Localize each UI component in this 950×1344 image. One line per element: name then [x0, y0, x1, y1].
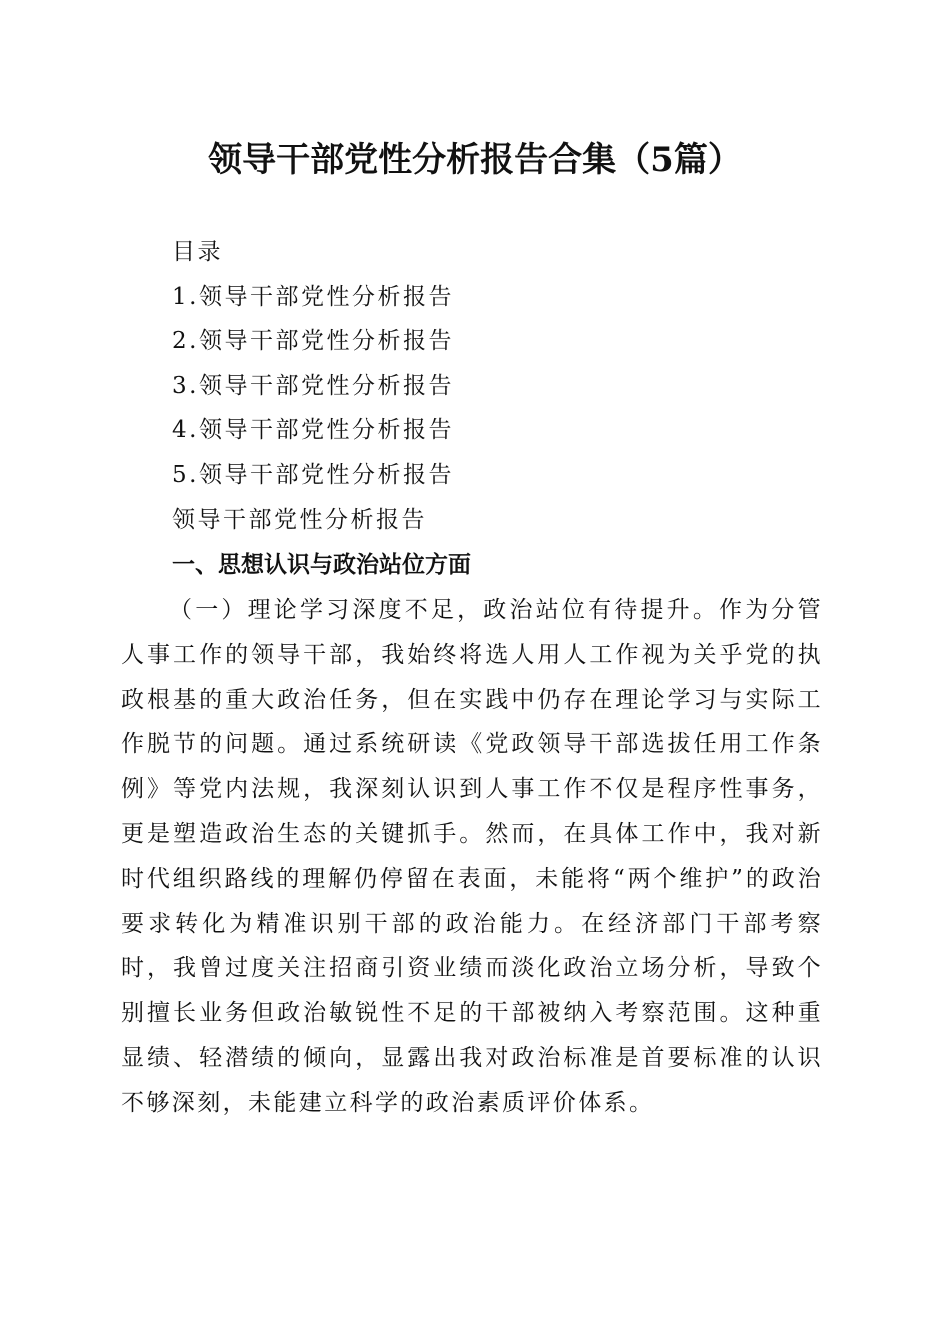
article-title: 领导干部党性分析报告 [172, 506, 427, 533]
toc-item[interactable]: 5.领导干部党性分析报告 [172, 461, 454, 488]
section-heading: 一、思想认识与政治站位方面 [172, 552, 471, 578]
body-paragraph: （一）理论学习深度不足，政治站位有待提升。作为分管人事工作的领导干部，我始终将选人用人工作视为关乎党的执政根基的重大政治任务，但在实践中仍存在理论学习与实际工作脱节的问题。通过系统研读《党政领导干部选拔任用工作条例》等党内法规，我深刻认识到人事工作不仅是程序性事务，更是塑造政治生态的关键抓手。然而，在具体工作中，我对新时代组织路线的理解仍停留在表面，未能将“两个维护”的政治要求转化为精准识别干部的政治能力。在经济部门干部考察时，我曾过度关注招商引资业绩而淡化政治立场分析，导致个别擅长业务但政治敏锐性不足的干部被纳入考察范围。这种重显绩、轻潜绩的倾向，显露出我对政治标准是首要标准的认识不够深刻，未能建立科学的政治素质评价体系。 [121, 597, 823, 1116]
toc-item[interactable]: 2.领导干部党性分析报告 [172, 328, 454, 355]
document-title: 领导干部党性分析报告合集（5篇） [208, 140, 742, 180]
toc-item[interactable]: 3.领导干部党性分析报告 [172, 372, 454, 399]
toc-item[interactable]: 1.领导干部党性分析报告 [172, 283, 454, 310]
table-of-contents [172, 230, 872, 542]
toc-heading: 目录 [172, 239, 223, 265]
toc-item[interactable]: 4.领导干部党性分析报告 [172, 417, 454, 444]
